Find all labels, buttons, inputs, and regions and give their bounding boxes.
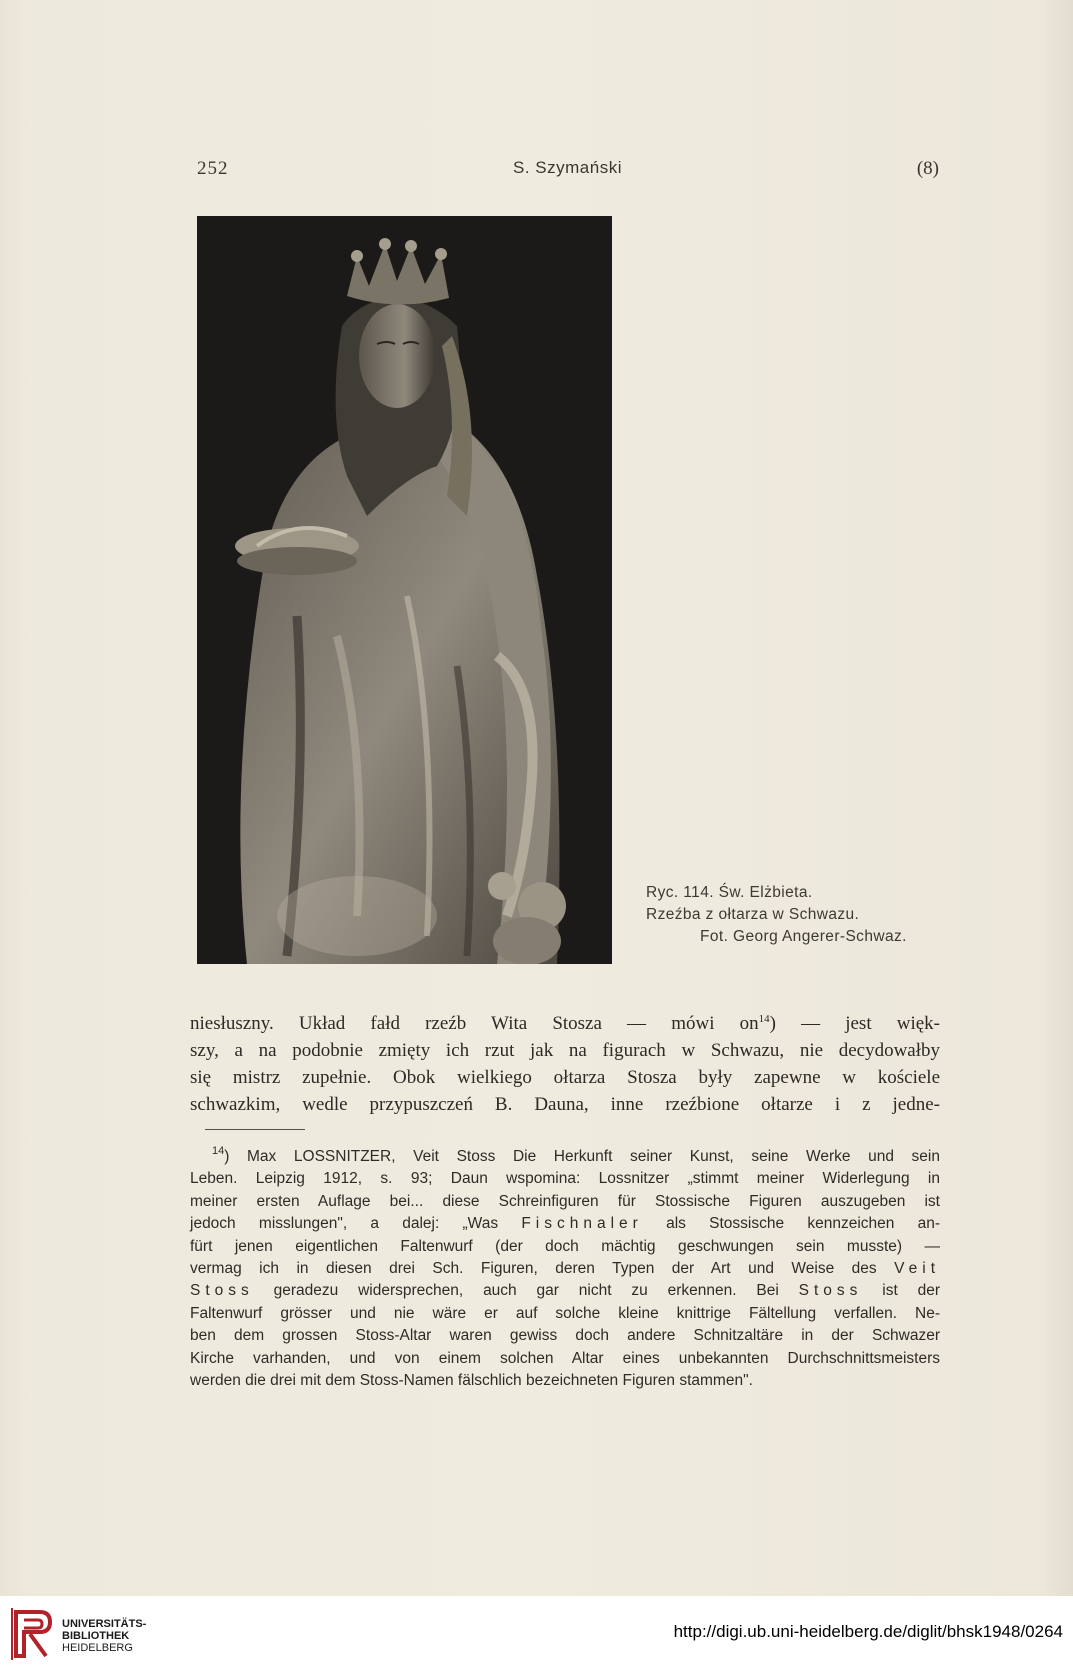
footnote-line-8: Faltenwurf grösser und nie wäre er auf solche kleine knittrige Fältellung verfallen. Ne- <box>190 1304 940 1322</box>
library-logo-icon <box>10 1604 54 1664</box>
body-line-1: niesłuszny. Układ fałd rzeźb Wita Stosza — mówi $on^{14}$) — jest więk- <box>190 1013 941 1034</box>
saint-elizabeth-sculpture-image <box>197 216 612 964</box>
footnote-line-1: $^{14}$) Max LOSSNITZER, Veit Stoss Die Herkunft seiner Kunst, seine Werke und sein <box>212 1145 940 1165</box>
footnote-line-3: meiner ersten Auflage bei... diese Schreinfiguren für Stossische Figuren auszugeben ist <box>190 1192 940 1210</box>
body-line-3: się mistrz zupełnie. Obok wielkiego ołtarza Stosza były zapewne w kościele <box>190 1067 940 1088</box>
body-line-2: szy, a na podobnie zmięty ich rzut jak na figurach w Schwazu, nie decydowałby <box>190 1040 940 1061</box>
sculpture-photograph <box>197 216 612 964</box>
footnote-line-7: Stoss geradezu widersprechen, auch gar nicht zu erkennen. Bei Stoss ist der <box>190 1282 941 1300</box>
footnote-reference: 14 <box>758 1013 770 1025</box>
footnote-line-10: Kirche varhanden, und von einem solchen Altar eines unbekannten Durchschnittsmeisters <box>190 1349 940 1367</box>
section-number: (8) <box>916 158 939 179</box>
footnote-line-2: Leben. Leipzig 1912, s. 93; Daun wspomina: Lossnitzer „stimmt meiner Widerlegung in <box>190 1170 940 1188</box>
footnote-marker: 14 <box>212 1145 225 1157</box>
footnote <box>190 1146 940 1392</box>
running-author: S. Szymański <box>513 158 622 177</box>
footnote-separator <box>205 1129 305 1130</box>
spaced-name: Stoss <box>798 1282 863 1300</box>
spaced-name: Stoss <box>190 1282 254 1300</box>
page-number: 252 <box>197 158 229 179</box>
footnote-line-9: ben dem grossen Stoss-Altar waren gewiss doch andere Schnitzaltäre in der Schwazer <box>190 1327 940 1345</box>
spaced-name: Veit <box>894 1260 940 1278</box>
library-logo-text: UNIVERSITÄTS- BIBLIOTHEK HEIDELBERG <box>62 1618 147 1654</box>
body-line-4: schwazkim, wedle przypuszczeń B. Dauna, inne rzeźbione ołtarze i z jedne- <box>190 1094 940 1115</box>
running-header <box>197 158 939 184</box>
caption-photo-credit: Fot. Georg Angerer-Schwaz. <box>700 928 907 945</box>
body-paragraph <box>190 1010 940 1118</box>
footnote-line-4: jedoch misslungen", a dalej: „Was Fischnaler als Stossische kennzeichen an- <box>190 1215 941 1233</box>
viewer-footer <box>0 1596 1073 1675</box>
caption-description: Rzeźba z ołtarza w Schwazu. <box>646 906 860 923</box>
spaced-name: Fischnaler <box>521 1215 643 1233</box>
caption-figure-title: Ryc. 114. Św. Elżbieta. <box>646 884 813 901</box>
footnote-line-6: vermag ich in diesen drei Sch. Figuren, deren Typen der Art und Weise des Veit <box>190 1260 940 1278</box>
footnote-line-11: werden die drei mit dem Stoss-Namen fälschlich bezeichneten Figuren stammen". <box>190 1372 753 1390</box>
footnote-line-5: fürt jenen eigentlichen Faltenwurf (der doch mächtig geschwungen sein musste) — <box>190 1237 940 1255</box>
permalink-url[interactable]: http://digi.ub.uni-heidelberg.de/diglit/bhsk1948/0264 <box>673 1622 1063 1641</box>
